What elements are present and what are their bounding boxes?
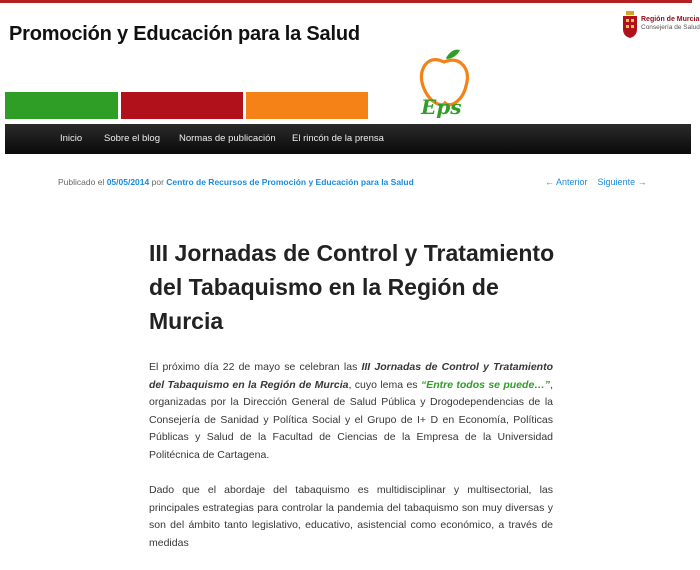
p1-text-a: El próximo día 22 de mayo se celebran las — [149, 361, 362, 373]
red-bar — [121, 92, 243, 119]
region-de-murcia-logo[interactable] — [622, 9, 700, 43]
post-title: III Jornadas de Control y Tratamiento del Tabaquismo en la Región de Murcia — [149, 240, 555, 334]
orange-bar — [246, 92, 368, 119]
entry-meta — [58, 177, 414, 187]
site-title[interactable]: Promoción y Educación para la Salud — [9, 23, 360, 45]
eps-apple-logo-icon — [418, 46, 470, 118]
previous-post-link[interactable]: ← Anterior — [545, 177, 588, 187]
post-date-link[interactable]: 05/05/2014 — [106, 177, 150, 187]
region-logo-line2: Consejería de Salud — [641, 24, 700, 31]
nav-item-normas-de-publicacion[interactable]: Normas de publicación — [179, 133, 276, 144]
paragraph-1 — [149, 359, 553, 464]
region-shield-icon — [622, 11, 638, 38]
green-bar — [5, 92, 118, 119]
main-nav — [5, 124, 691, 154]
eps-logo-text: Eps — [421, 95, 462, 119]
published-prefix: Publicado el — [58, 177, 105, 187]
nav-item-inicio[interactable]: Inicio — [60, 133, 83, 144]
post-navigation — [545, 177, 647, 187]
p1-text-c: , organizadas por la Dirección General de Salud Pública y Drogodependencias de la Consejería de Sanidad y Política Social y el Grupo de I+ D en Economía, Políticas Públicas y Salud de la Facultad de Ciencias de la Empresa de la Universidad Politécnica de Cartagena. — [149, 378, 553, 461]
next-post-link[interactable]: Siguiente → — [597, 177, 647, 187]
nav-item-sobre-el-blog[interactable]: Sobre el blog — [104, 133, 160, 144]
p1-bold-event: III Jornadas de Control y Tratamiento del Tabaquismo en la Región de Murcia — [149, 361, 553, 391]
top-accent-line — [0, 0, 692, 3]
author-prefix: por — [151, 177, 164, 187]
author-link[interactable]: Centro de Recursos de Promoción y Educación para la Salud — [166, 177, 414, 187]
p1-text-b: , cuyo lema es — [348, 378, 421, 391]
paragraph-2: Dado que el abordaje del tabaquismo es multidisciplinar y multisectorial, las principales estrategias para controlar la pandemia del tabaquismo son muy diversas y son del ámbito tanto legislativo, educativo, asistencial como económico, a través de medidas — [149, 484, 553, 549]
post-content — [149, 359, 553, 570]
p1-lema: “Entre todos se puede…” — [420, 378, 551, 391]
nav-item-el-rincon-de-la-prensa[interactable]: El rincón de la prensa — [292, 133, 384, 144]
region-logo-line1: Región de Murcia — [641, 16, 700, 23]
